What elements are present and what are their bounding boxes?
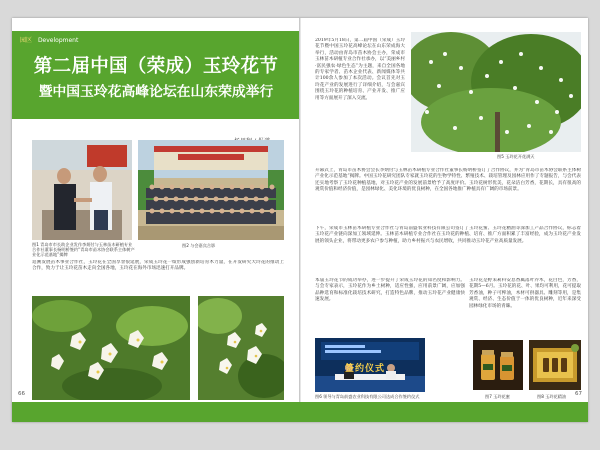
left-page bbox=[12, 18, 300, 422]
footer-band bbox=[12, 402, 588, 422]
article-title-line1: 第二届中国（荣成）玉玲花节 bbox=[33, 56, 279, 77]
caption-fig6: 图6 领导与青岛前盛农业科技有限公司达成合作签约仪式 bbox=[315, 394, 420, 399]
body-text-para5: 玉玲花是野茉莉科安息香属落叶乔木，花白色，芳香，花期5—6月。玉玲花的花、叶、果均可利用，花可提取芳香油，种子可榨油，木材可供器具、雕刻等用，是集观赏、经济、生态价值于一体的优良树种，近年来深受园林绿化市场的青睐。 bbox=[469, 278, 581, 309]
title-banner bbox=[12, 31, 300, 119]
photo-honey-product bbox=[473, 340, 523, 390]
section-label-en: Development bbox=[37, 37, 79, 44]
photo-flower-closeup-2 bbox=[198, 296, 284, 400]
magazine-spread bbox=[12, 18, 588, 422]
body-text-para2: 开幕式上，青岛市苗木协会会长李炳付与玉林苗木研植专业合作社董事长杨明桥签订了合作协议，并为“青岛市苗木协会联系主体树产业化示范基地”揭牌。中国玉玲花研究团队专家就玉玲花的生物学特性、繁殖技术、栽培管理及园林应用作了专题报告，与会代表还实地考察了玉玲花种植基地，对玉玲花产业的发展前景给予了高度评价。玉玲花树形优美，花朵洁白芳香，花期长，具有很高的观赏价值和经济价值，是园林绿化、美化环境的优良树种，在全国各地推广种植具有广阔的市场前景。 bbox=[315, 168, 581, 193]
right-page bbox=[301, 18, 588, 422]
photo-flowering-tree bbox=[411, 32, 581, 152]
photo-group bbox=[138, 140, 284, 240]
caption-fig5: 图5 玉玲花开花满天 bbox=[497, 154, 535, 159]
body-text-intro: 2019年5月18日，第二届中国（荣成）玉玲花节暨中国玉玲花高峰论坛在山东荣成海大举行，活动由青岛市苗木协会主办，荣成市玉林苗木研植专业合作社承办，以“美丽乡村·富民强农·绿色生态”为主题，来自全国各地的专家学者、苗木企业代表、新闻媒体等共计100余人参加了本次活动。会议首先对玉玲花产业的发展进行了详细介绍，与会嘉宾围绕玉玲花的种植培育、产业开发、推广应用等方面展开了深入交流。 bbox=[315, 38, 405, 101]
photo-flower-closeup-1 bbox=[32, 296, 190, 400]
caption-fig2: 图2 与会嘉宾合影 bbox=[182, 243, 216, 248]
caption-fig1: 图1 青岛市市长助企业发作李炳付与玉林苗木研植专业合作社董事长杨明桥签约“青岛市苗木协会联系主体树产业化示范基地”揭牌 bbox=[32, 242, 135, 257]
article-title-line2: 暨中国玉玲花高峰论坛在山东荣成举行 bbox=[38, 84, 274, 100]
photo-handshake bbox=[32, 140, 132, 240]
body-text-para3: 下午，荣成市玉林苗木研植专业合作社与青岛前盛农业科技有限公司签订了玉玲花蜜、玉玲花精油等深加工产品合作协议，标志着玉玲花产业链向深加工领域延伸。玉林苗木研植专业合作社在玉玲花的种植、培育、推广方面积累了丰富经验，成为玉玲花产业发展的领头企业，将带动更多农户参与种植，助力乡村振兴与农民增收，共同推动玉玲花产业高质量发展。 bbox=[315, 226, 581, 244]
signing-ceremony-banner: 签约仪式 bbox=[345, 364, 386, 374]
photo-signing-ceremony bbox=[315, 338, 425, 392]
body-text-left: 追溯发展苗木事业合作社，玉玲花在全国享誉很延展，荣成玉玲花一绩形成强创新培育木力量，在开发研究大玲花的推动上合作，致力于让玉玲花苗木走向全国各地，玉玲花在海外市场迅速打开品牌。 bbox=[32, 260, 284, 272]
body-text-para4: 本届玉玲花节的成功举办，进一步提升了荣成玉玲花的知名度和影响力。与会专家表示，玉玲花作为乡土树种，适应性强，应用前景广阔，应加强品种选育和标准化栽培技术研究，打造特色品牌，推动玉玲花产业健康快速发展。 bbox=[315, 278, 465, 303]
caption-fig7: 图7 玉玲花蜜 bbox=[485, 394, 510, 399]
section-header bbox=[20, 35, 78, 44]
page-number-left: 66 bbox=[18, 391, 25, 397]
photo-essential-oil bbox=[529, 340, 581, 390]
page-number-right: 67 bbox=[575, 391, 582, 397]
caption-fig8: 图8 玉玲花精油 bbox=[537, 394, 567, 399]
section-label-zh: 园区 bbox=[20, 37, 33, 44]
